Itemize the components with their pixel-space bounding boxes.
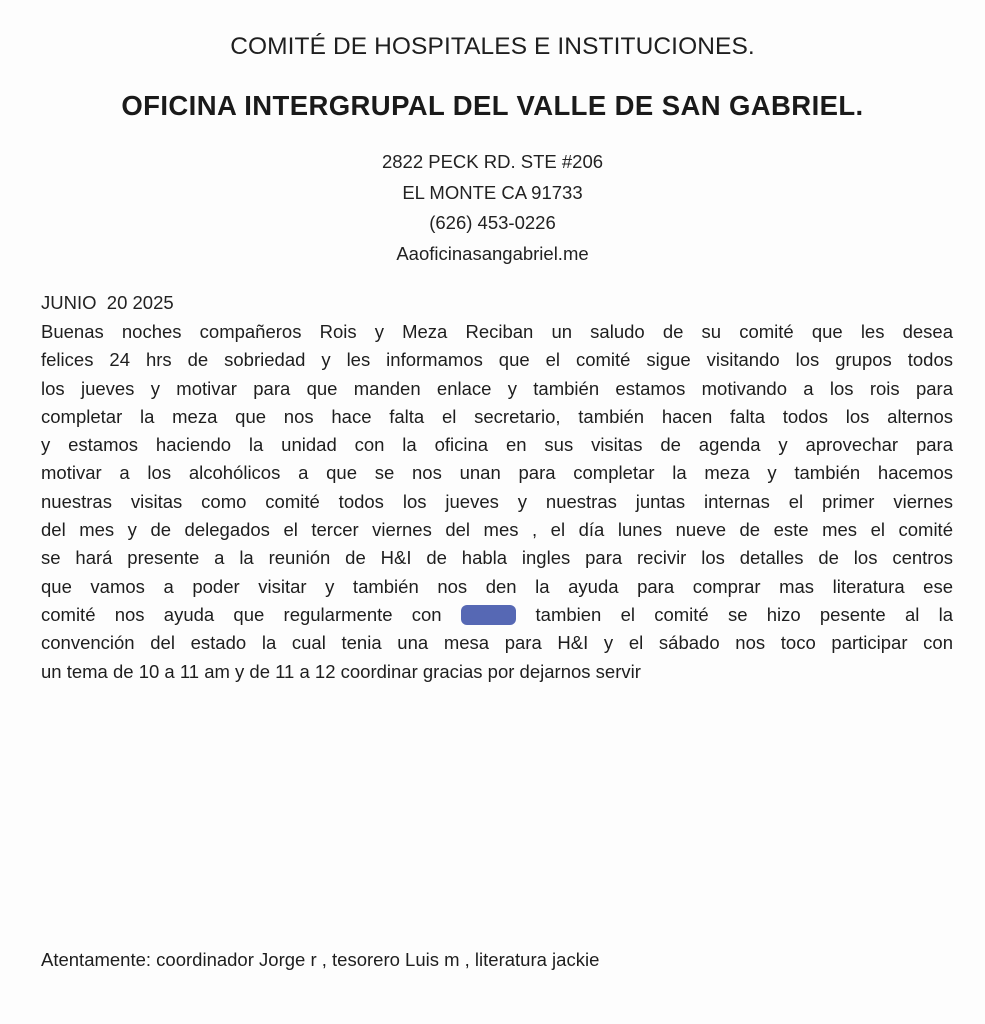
body-line-segment: tambien el comité se hizo pesente al la bbox=[516, 603, 953, 625]
address-website: Aaoficinasangabriel.me bbox=[396, 242, 589, 264]
office-title: OFICINA INTERGRUPAL DEL VALLE DE SAN GABRIEL. bbox=[121, 90, 864, 121]
body-line: un tema de 10 a 11 am y de 11 a 12 coordinar gracias por dejarnos servir bbox=[41, 660, 641, 682]
address-block bbox=[0, 147, 985, 269]
body-line: convención del estado la cual tenia una mesa para H&I y el sábado nos toco participar con bbox=[41, 632, 953, 654]
body-line: felices 24 hrs de sobriedad y les informamos que el comité sigue visitando los grupos todos bbox=[41, 349, 953, 371]
body-line: Buenas noches compañeros Rois y Meza Reciban un saludo de su comité que les desea bbox=[41, 321, 953, 342]
redacted-amount: $1000 bbox=[462, 603, 515, 625]
body-line: completar la meza que nos hace falta el secretario, también hacen falta todos los alternos bbox=[41, 405, 953, 427]
body-line: nuestras visitas como comité todos los jueves y nuestras juntas internas el primer viernes bbox=[41, 490, 953, 512]
body-line: motivar a los alcohólicos a que se nos unan para completar la meza y también hacemos bbox=[41, 462, 953, 484]
address-phone: (626) 453-0226 bbox=[429, 212, 556, 233]
body-line-segment: comité nos ayuda que regularmente con bbox=[41, 603, 461, 625]
body-line: se hará presente a la reunión de H&I de habla ingles para recivir los detalles de los centros bbox=[41, 547, 953, 569]
address-street: 2822 PECK RD. STE #206 bbox=[381, 151, 604, 172]
body-line: los jueves y motivar para que manden enlace y también estamos motivando a los rois para bbox=[41, 377, 953, 399]
address-city: EL MONTE CA 91733 bbox=[402, 181, 583, 203]
letter-body bbox=[41, 318, 953, 686]
closing-signature: Atentamente: coordinador Jorge r , tesorero Luis m , literatura jackie bbox=[41, 949, 600, 970]
body-line-with-redaction bbox=[41, 601, 953, 629]
body-line: del mes y de delegados el tercer viernes del mes , el día lunes nueve de este mes el comité bbox=[41, 519, 953, 541]
body-line: que vamos a poder visitar y también nos den la ayuda para comprar mas literatura ese bbox=[41, 575, 953, 597]
committee-title: COMITÉ DE HOSPITALES E INSTITUCIONES. bbox=[230, 33, 755, 60]
letter-date: JUNIO 20 2025 bbox=[41, 292, 174, 313]
body-line: y estamos haciendo la unidad con la oficina en sus visitas de agenda y aprovechar para bbox=[41, 434, 953, 456]
